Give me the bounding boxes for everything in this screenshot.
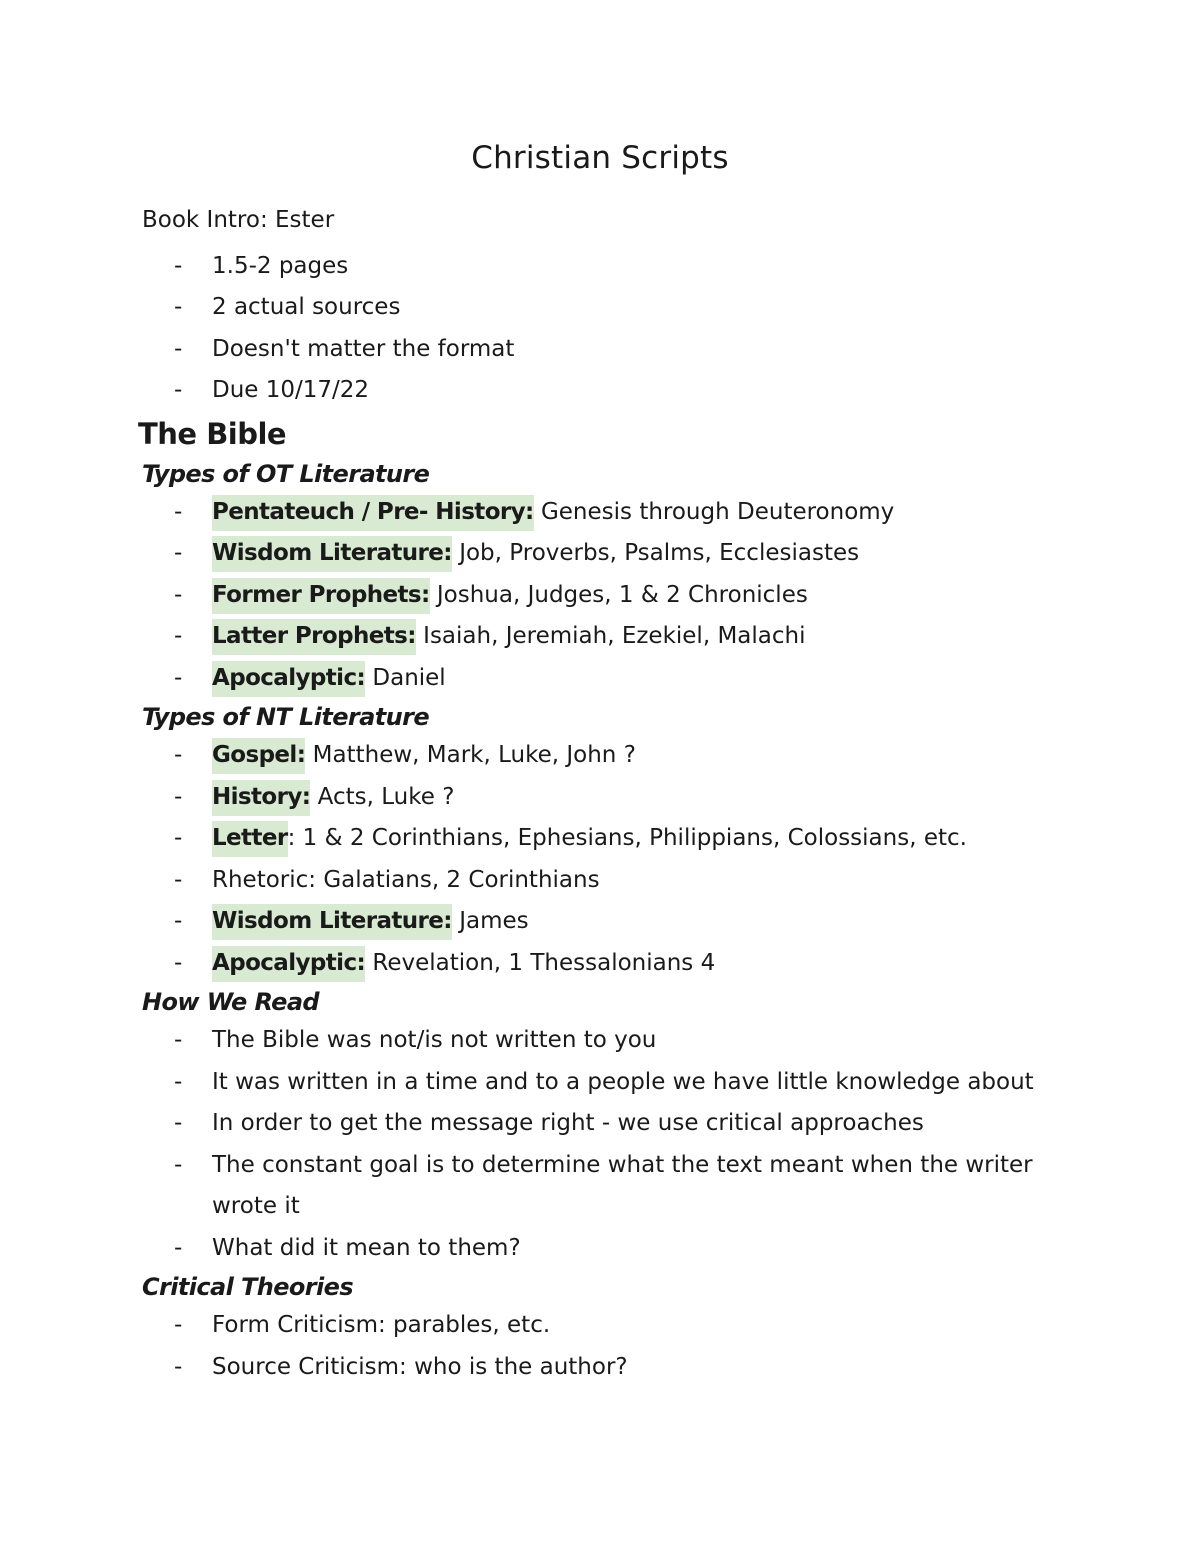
list-item: - Form Criticism: parables, etc. [142, 1305, 1072, 1347]
highlighted-term: Apocalyptic: [212, 946, 365, 982]
list-item: - Pentateuch / Pre- History: Genesis through Deuteronomy [142, 492, 1072, 534]
list-dash: - [174, 498, 183, 525]
highlighted-term: Wisdom Literature: [212, 904, 452, 940]
list-item: - It was written in a time and to a people we have little knowledge about [142, 1062, 1072, 1104]
list-dash: - [174, 664, 183, 691]
highlighted-term: Letter [212, 821, 288, 857]
list-dash: - [174, 908, 183, 934]
list-item: - Apocalyptic: Revelation, 1 Thessalonians 4 [142, 943, 1072, 985]
critical-theories-heading: Critical Theories [142, 1273, 354, 1301]
document-body [138, 200, 1072, 1388]
list-dash: - [174, 623, 183, 649]
highlighted-term: Former Prophets: [212, 578, 430, 614]
list-item: - Due 10/17/22 [142, 370, 1072, 412]
list-dash: - [174, 335, 183, 362]
book-intro-label: Book Intro: Ester [142, 207, 335, 233]
highlighted-term: Apocalyptic: [212, 661, 365, 697]
list-item: - Source Criticism: who is the author? [142, 1347, 1072, 1389]
list-item: - 1.5-2 pages [142, 246, 1072, 288]
list-dash: - [174, 783, 183, 810]
list-dash: - [174, 742, 183, 768]
list-dash: - [174, 1151, 183, 1178]
list-item: - Wisdom Literature: James [142, 901, 1072, 943]
list-dash: - [174, 1353, 183, 1380]
list-item: - Apocalyptic: Daniel [142, 658, 1072, 700]
list-item: - Gospel: Matthew, Mark, Luke, John ? [142, 735, 1072, 777]
list-dash: - [174, 377, 183, 403]
highlighted-term: Latter Prophets: [212, 619, 416, 655]
list-item: - Former Prophets: Joshua, Judges, 1 & 2 Chronicles [142, 575, 1072, 617]
list-item: - Rhetoric: Galatians, 2 Corinthians [142, 860, 1072, 902]
how-we-read-heading: How We Read [142, 988, 320, 1016]
list-item: - Letter: 1 & 2 Corinthians, Ephesians, Philippians, Colossians, etc. [142, 818, 1072, 860]
highlighted-term: Pentateuch / Pre- History: [212, 495, 534, 531]
list-item: - History: Acts, Luke ? [142, 777, 1072, 819]
nt-literature-list [142, 735, 1072, 984]
ot-literature-list [142, 492, 1072, 700]
highlighted-term: History: [212, 780, 310, 816]
book-intro-list [142, 246, 1072, 412]
list-dash: - [174, 825, 183, 851]
list-dash: - [174, 866, 183, 893]
nt-literature-heading: Types of NT Literature [142, 703, 430, 731]
list-dash: - [174, 540, 183, 566]
list-dash: - [174, 581, 183, 608]
list-item: - Doesn't matter the format [142, 329, 1072, 371]
list-dash: - [174, 949, 183, 976]
highlighted-term: Gospel: [212, 738, 305, 774]
list-dash: - [174, 1312, 183, 1338]
list-dash: - [174, 294, 183, 320]
list-item: - Latter Prophets: Isaiah, Jeremiah, Ezekiel, Malachi [142, 616, 1072, 658]
document-title: Christian Scripts [471, 140, 729, 176]
list-dash: - [174, 1234, 183, 1261]
bible-heading: The Bible [138, 416, 287, 451]
ot-literature-heading: Types of OT Literature [142, 459, 430, 488]
list-item: - 2 actual sources [142, 287, 1072, 329]
list-dash: - [174, 1110, 183, 1136]
list-dash: - [174, 252, 183, 279]
list-dash: - [174, 1068, 183, 1095]
list-item: - In order to get the message right - we use critical approaches [142, 1103, 1072, 1145]
list-item: - What did it mean to them? [142, 1228, 1072, 1270]
highlighted-term: Wisdom Literature: [212, 536, 452, 572]
critical-theories-list [142, 1305, 1072, 1388]
list-item: - The Bible was not/is not written to you [142, 1020, 1072, 1062]
list-item: - Wisdom Literature: Job, Proverbs, Psalms, Ecclesiastes [142, 533, 1072, 575]
list-dash: - [174, 1027, 183, 1053]
how-we-read-list [142, 1020, 1072, 1269]
list-item: - The constant goal is to determine what the text meant when the writer wrote it [142, 1145, 1072, 1228]
